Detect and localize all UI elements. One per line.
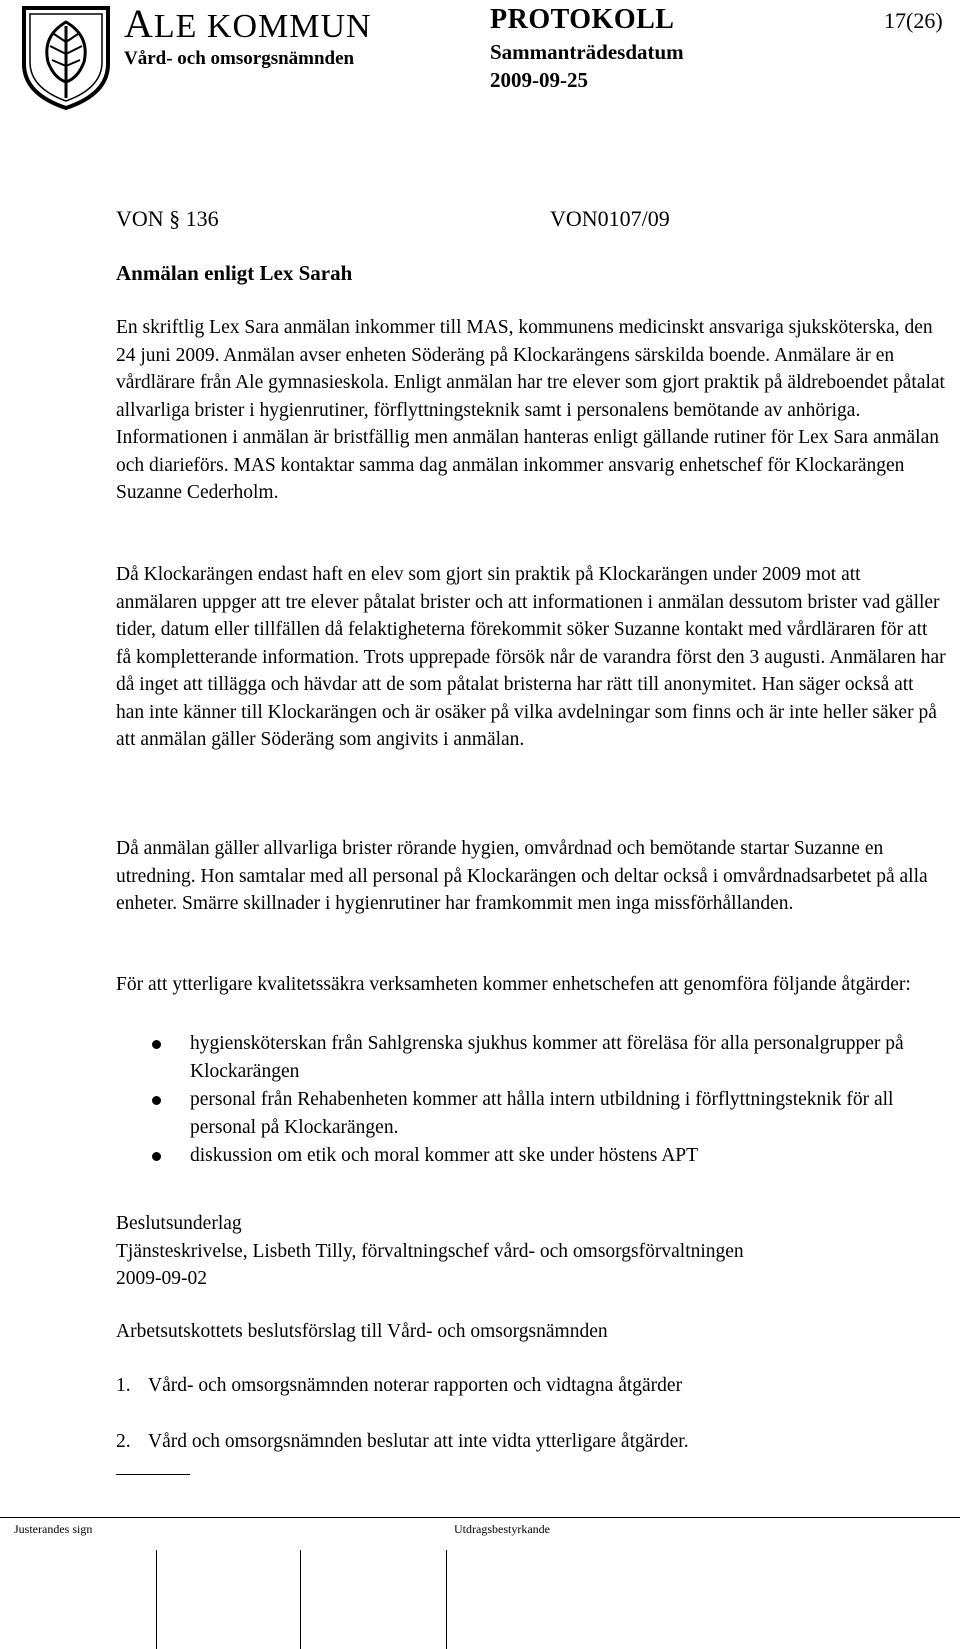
proposal-item-1 bbox=[116, 1372, 946, 1400]
case-number: VON0107/09 bbox=[550, 206, 670, 231]
paragraph-measures-intro: För att ytterligare kvalitetssäkra verksamheten kommer enhetschefen att genomföra följande åtgärder: bbox=[116, 974, 911, 995]
signature-box-divider bbox=[156, 1550, 157, 1649]
measure-text: hygiensköterskan från Sahlgrenska sjukhus kommer att föreläsa för alla personalgrupper på Klockarängen bbox=[190, 1033, 904, 1082]
committee-name: Vård- och omsorgsnämnden bbox=[124, 48, 355, 69]
list-item bbox=[116, 1086, 936, 1141]
measures-list bbox=[116, 1030, 936, 1171]
end-divider bbox=[116, 1474, 190, 1475]
decision-basis bbox=[116, 1210, 946, 1293]
case-heading: Anmälan enligt Lex Sarah bbox=[116, 261, 353, 285]
footer-divider bbox=[0, 1517, 960, 1518]
meeting-date-value: 2009-09-25 bbox=[490, 68, 588, 92]
bullet-icon bbox=[152, 1040, 161, 1049]
list-item bbox=[116, 1142, 936, 1170]
measure-text: diskussion om etik och moral kommer att ske under höstens APT bbox=[190, 1145, 699, 1166]
proposal-item-text: Vård och omsorgsnämnden beslutar att inte vidta ytterligare åtgärder. bbox=[148, 1431, 689, 1452]
organization-name bbox=[124, 1, 372, 47]
proposal-heading: Arbetsutskottets beslutsförslag till Vård- och omsorgsnämnden bbox=[116, 1321, 608, 1342]
decision-basis-document: Tjänsteskrivelse, Lisbeth Tilly, förvaltningschef vård- och omsorgsförvaltningen bbox=[116, 1240, 744, 1262]
proposal-item-text: Vård- och omsorgsnämnden noterar rapporten och vidtagna åtgärder bbox=[148, 1375, 683, 1396]
bullet-icon bbox=[152, 1096, 161, 1105]
paragraph-report: En skriftlig Lex Sara anmälan inkommer till MAS, kommunens medicinskt ansvariga sjuksköterska, den 24 juni 2009. Anmälan avser enheten Söderäng på Klockarängens särskilda boende. Anmälare är en vårdlärare från Ale gymnasieskola. Enligt anmälan har tre elever som gjort praktik på äldreboendet påtalat allvarliga brister i hygienrutiner, förflyttningsteknik samt i personalens bemötande av anhöriga. Informationen i anmälan är bristfällig men anmälan hanteras enligt gällande rutiner för Lex Sara anmälan och diarieförs. MAS kontaktar samma dag anmälan inkommer ansvarig enhetschef för Klockarängen Suzanne Cederholm. bbox=[116, 317, 945, 503]
document-title: PROTOKOLL bbox=[490, 4, 675, 35]
signature-box-divider bbox=[300, 1550, 301, 1649]
footer-signature-label: Justerandes sign bbox=[14, 1522, 93, 1536]
signature-box-divider bbox=[446, 1550, 447, 1649]
org-name-initial: A bbox=[124, 1, 154, 46]
proposal-item-number: 1. bbox=[116, 1375, 131, 1396]
paragraph-investigation-result: Då anmälan gäller allvarliga brister rörande hygien, omvårdnad och bemötande startar Suzanne en utredning. Hon samtalar med all personal på Klockarängen och deltar också i omvårdnadsarbetet på alla enheter. Smärre skillnader i hygienrutiner har framkommit men inga missförhållanden. bbox=[116, 838, 928, 914]
list-item bbox=[116, 1030, 936, 1085]
decision-basis-label: Beslutsunderlag bbox=[116, 1213, 242, 1234]
municipality-crest-logo bbox=[18, 2, 114, 112]
footer-certification-label: Utdragsbestyrkande bbox=[454, 1522, 550, 1536]
section-reference: VON § 136 bbox=[116, 206, 219, 231]
decision-basis-date: 2009-09-02 bbox=[116, 1268, 207, 1289]
proposal-item-2 bbox=[116, 1428, 946, 1456]
measure-text: personal från Rehabenheten kommer att hålla intern utbildning i förflyttningsteknik för all personal på Klockarängen. bbox=[190, 1089, 894, 1138]
page-number: 17(26) bbox=[884, 8, 943, 33]
paragraph-investigation-contact: Då Klockarängen endast haft en elev som gjort sin praktik på Klockarängen under 2009 mot att anmälaren uppger att tre elever påtalat brister och att informationen i anmälan dessutom brister vad gäller tider, datum eller tillfällen då felaktigheterna förekommit söker Suzanne kontakt med vårdläraren för att få kompletterande information. Trots upprepade försök når de varandra först den 3 augusti. Anmälaren har då inget att tillägga och hävdar att de som påtalat bristerna har rätt till anonymitet. Han säger också att han inte känner till Klockarängen och är osäker på vilka avdelningar som finns och är inte heller säker på att anmälan gäller Söderäng som angivits i anmälan. bbox=[116, 564, 946, 750]
org-name-rest: LE KOMMUN bbox=[153, 8, 372, 45]
proposal-item-number: 2. bbox=[116, 1431, 131, 1452]
meeting-date-label: Sammanträdesdatum bbox=[490, 40, 684, 64]
bullet-icon bbox=[152, 1152, 161, 1161]
